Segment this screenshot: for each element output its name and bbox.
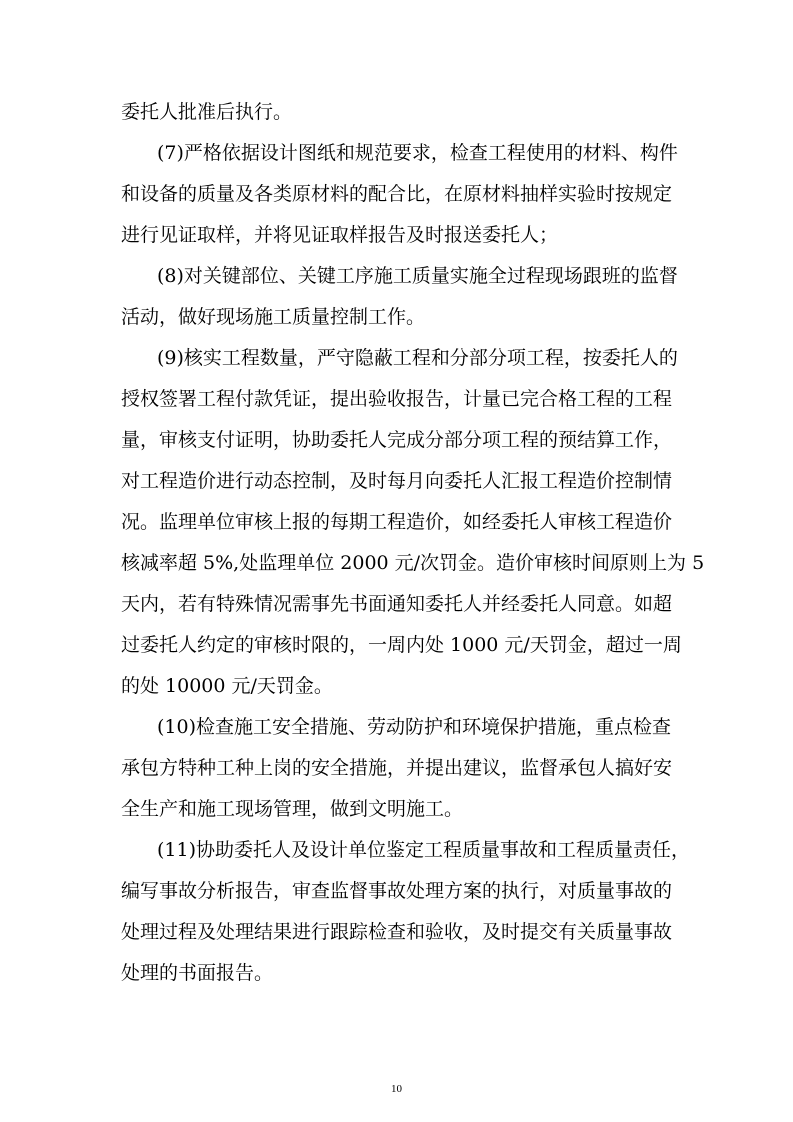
text-line: 承包方特种工种上岗的安全措施，并提出建议，监督承包人搞好安 <box>121 757 673 779</box>
text-line: 天内，若有特殊情况需事先书面通知委托人并经委托人同意。如超 <box>121 593 673 615</box>
text-line: (11)协助委托人及设计单位鉴定工程质量事故和工程质量责任， <box>157 839 691 861</box>
text-line: 进行见证取样，并将见证取样报告及时报送委托人； <box>121 224 559 246</box>
text-line: 处理的书面报告。 <box>121 962 274 984</box>
text-line: (7)严格依据设计图纸和规范要求，检查工程使用的材料、构件 <box>157 142 678 164</box>
text-line: 处理过程及处理结果进行跟踪检查和验收，及时提交有关质量事故 <box>121 921 673 943</box>
text-line: 全生产和施工现场管理，做到文明施工。 <box>121 798 464 820</box>
text-line: 的处 10000 元/天罚金。 <box>121 675 333 697</box>
text-line: 核减率超 5%,处监理单位 2000 元/次罚金。造价审核时间原则上为 5 <box>121 552 705 574</box>
body-text <box>121 92 705 994</box>
text-line: 对工程造价进行动态控制，及时每月向委托人汇报工程造价控制情 <box>121 470 673 492</box>
text-line: 过委托人约定的审核时限的，一周内处 1000 元/天罚金，超过一周 <box>121 634 682 656</box>
page-number: 10 <box>391 1083 402 1095</box>
text-line: 和设备的质量及各类原材料的配合比，在原材料抽样实验时按规定 <box>121 183 673 205</box>
text-line: 编写事故分析报告，审查监督事故处理方案的执行，对质量事故的 <box>121 880 673 902</box>
text-line: 授权签署工程付款凭证，提出验收报告，计量已完合格工程的工程 <box>121 388 673 410</box>
text-line: (9)核实工程数量，严守隐蔽工程和分部分项工程，按委托人的 <box>157 347 678 369</box>
text-line: 委托人批准后执行。 <box>121 101 293 123</box>
text-line: (8)对关键部位、关键工序施工质量实施全过程现场跟班的监督 <box>157 265 678 287</box>
text-line: 况。监理单位审核上报的每期工程造价，如经委托人审核工程造价 <box>121 511 673 533</box>
text-line: 活动，做好现场施工质量控制工作。 <box>121 306 426 328</box>
text-line: 量，审核支付证明，协助委托人完成分部分项工程的预结算工作， <box>121 429 673 451</box>
text-line: (10)检查施工安全措施、劳动防护和环境保护措施，重点检查 <box>157 716 672 738</box>
